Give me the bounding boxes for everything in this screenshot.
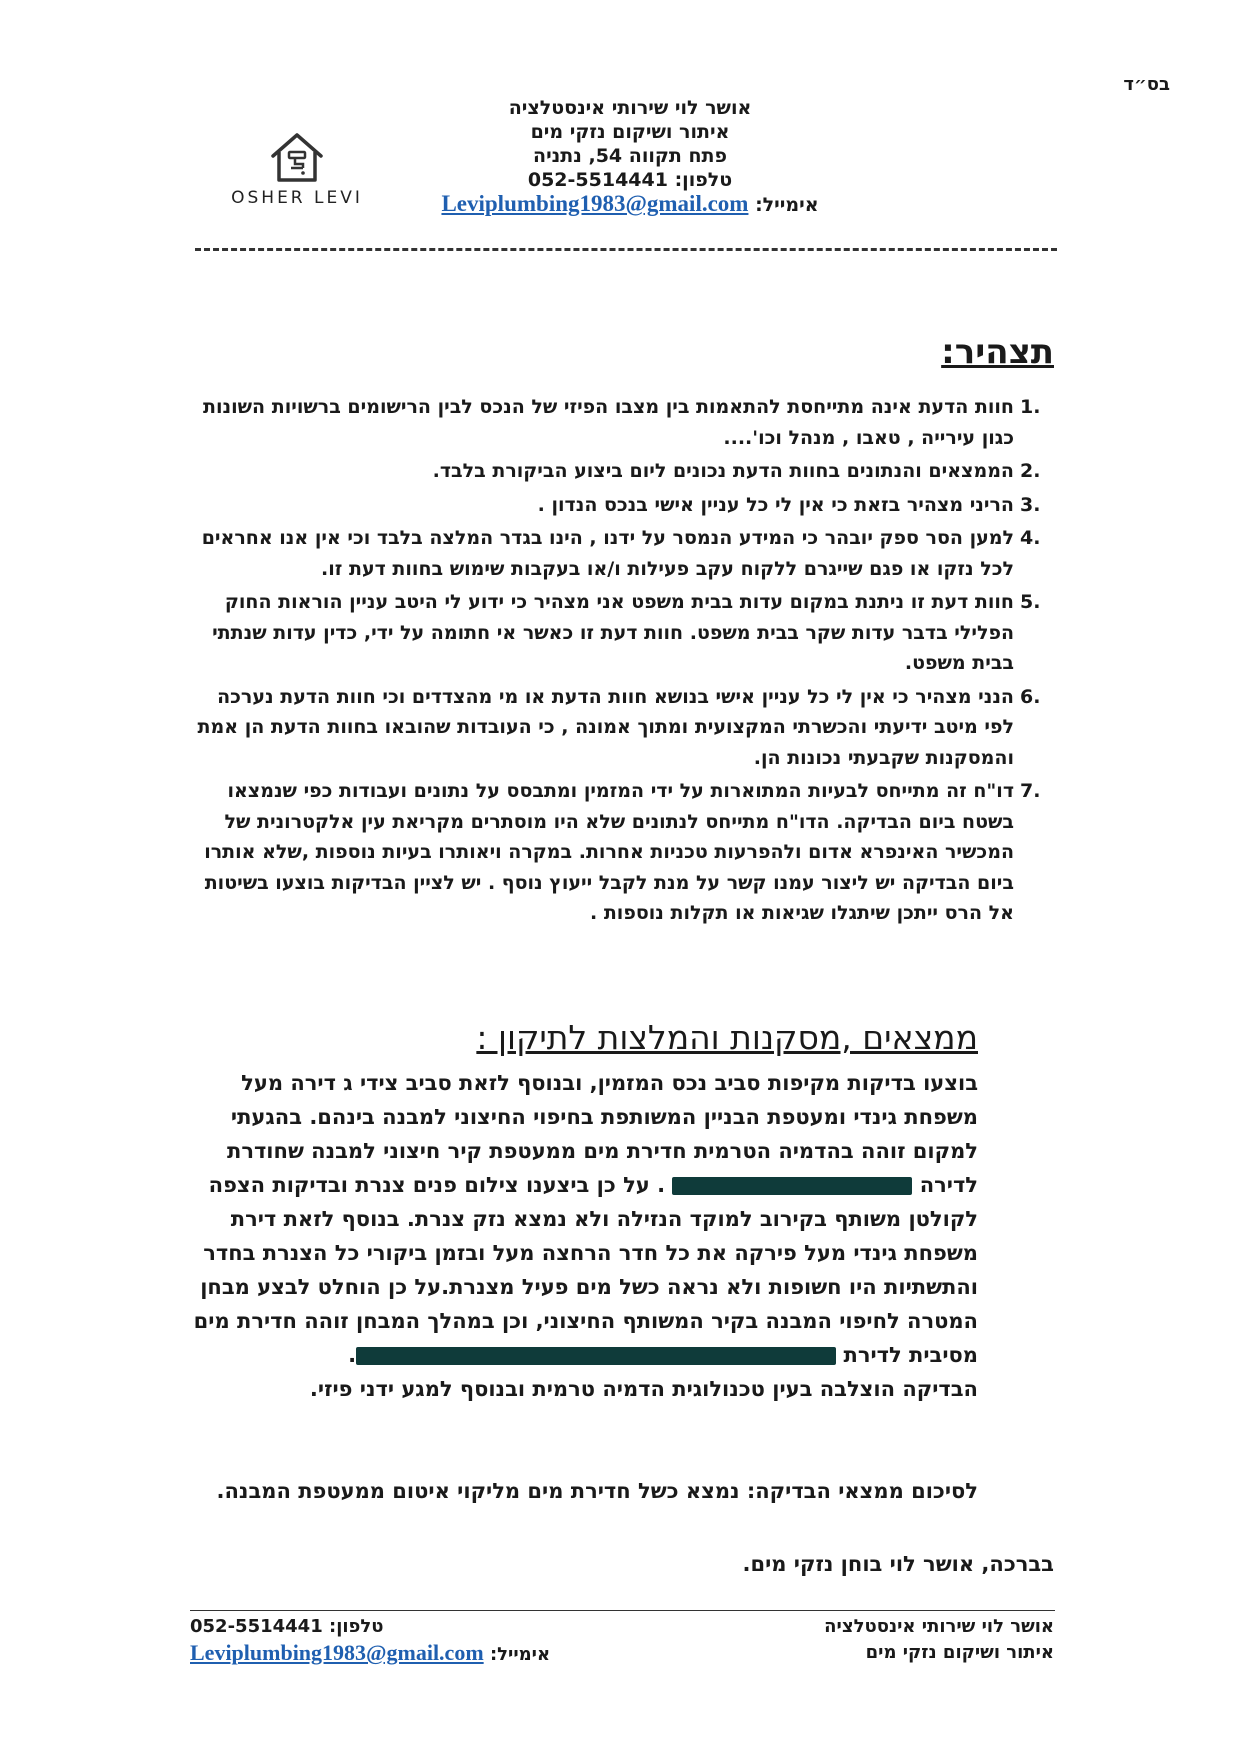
footer-company (824, 1614, 1054, 1666)
item-number: 3. (1020, 493, 1041, 516)
list-item (194, 523, 1054, 584)
header-divider (195, 248, 1057, 251)
footer-email-link[interactable]: Leviplumbing1983@gmail.com (190, 1640, 484, 1665)
footer-phone-line (190, 1614, 650, 1640)
item-text: הממצאים והנתונים בחוות הדעת נכונים ליום ביצוע הביקורת בלבד. (432, 460, 1014, 482)
item-number: 4. (1020, 527, 1041, 549)
redaction-block (672, 1177, 912, 1195)
list-item (194, 392, 1054, 453)
footer-company-name: אושר לוי שירותי אינסטלציה (824, 1616, 1054, 1637)
company-name: אושר לוי שירותי אינסטלציה (508, 97, 752, 119)
phone-number: 052-5514441 (527, 169, 668, 191)
service-line: איתור ושיקום נזקי מים (530, 121, 730, 143)
list-item (194, 587, 1054, 679)
email-line (380, 192, 880, 217)
item-text: חוות הדעת אינה מתייחסת להתאמות בין מצבו הפיזי של הנכס לבין הרישומים ברשויות השונות כגון עירייה , טאבו , מנהל וכו'.... (203, 396, 1014, 449)
footer-email-line (190, 1640, 650, 1668)
findings-text-part: בוצעו בדיקות מקיפות סביב נכס המזמין, ובנוסף לזאת סביב צידי ג דירה מעל משפחת גינדי ומעטפת הבניין המשותפת בחיפוי החיצוני למבנה בינהם. בהגעתי למקום זוהה בהדמיה הטרמית חדירת מים ממעטפת קיר חיצוני למבנה שחודרת לדירה (226, 1071, 978, 1197)
list-item (194, 776, 1054, 929)
address-line: פתח תקווה 54, נתניה (533, 145, 727, 167)
item-text: הריני מצהיר בזאת כי אין לי כל עניין אישי בנכס הנדון . (537, 493, 1014, 516)
logo-wordmark: OSHER LEVI (231, 188, 363, 208)
list-item (194, 456, 1054, 487)
summary-paragraph: לסיכום ממצאי הבדיקה: נמצא כשל חדירת מים מליקוי איטום ממעטפת המבנה. (216, 1479, 978, 1503)
item-number: 7. (1020, 780, 1041, 802)
phone-label: טלפון: (674, 169, 733, 191)
item-text: הנני מצהיר כי אין לי כל עניין אישי בנושא חוות הדעת או מי מהצדדים וכי חוות הדעת נערכה לפי מיטב ידיעתי והכשרתי המקצועית ומתוך אמונה , כי העובדות שהובאו בחוות הדעת הן אמת והמסקנות שקבעתי נכונות הן. (197, 685, 1014, 769)
footer-phone-number: 052-5514441 (190, 1616, 323, 1637)
footer-divider (190, 1610, 1055, 1611)
item-text: למען הסר ספק יובהר כי המידע הנמסר על ידנו , הינו בגדר המלצה בלבד וכי אין אנו אחראים לכל נזקו או פגם שייגרם ללקוח עקב פעילות ו/או בעקבות שימוש בחוות דעת זו. (201, 527, 1014, 580)
redaction-block (356, 1347, 836, 1365)
findings-paragraph (173, 1066, 978, 1406)
list-item (194, 490, 1054, 521)
footer-service: איתור ושיקום נזקי מים (865, 1642, 1054, 1663)
item-number: 5. (1020, 591, 1041, 613)
findings-text-part: . (348, 1343, 357, 1367)
item-text: חוות דעת זו ניתנת במקום עדות בבית משפט אני מצהיר כי ידוע לי היטב עניין הוראות החוק הפלילי בדבר עדות שקר בבית משפט. חוות דעת זו כאשר אי חתומה על ידי, כדין עדות שנתתי בבית משפט. (212, 591, 1014, 674)
phone-line (380, 168, 880, 192)
findings-text-part: . על כן ביצענו צילום פנים צנרת ובדיקות הצפה לקולטן משותף בקירוב למוקד הנזילה ולא נמצא נזק צנרת. בנוסף לזאת דירת משפחת גינדי מעל פירקה את כל חדר הרחצה מעל ובזמן ביקורי כל הצנרת בחדר והתשתיות היו חשופות ולא נראה כשל מים פעיל מצנרת.על כן הוחלט לבצע מבחן המטרה לחיפוי המבנה בקיר המשותף החיצוני, וכן במהלך המבחן זוהה חדירת מים מסיבית לדירת (193, 1173, 978, 1367)
declaration-list (194, 392, 1054, 932)
footer-email-label: אימייל: (489, 1644, 551, 1665)
footer-phone-label: טלפון: (329, 1616, 384, 1637)
findings-text-part: הבדיקה הוצלבה בעין טכנולוגית הדמיה טרמית ובנוסף למגע ידני פיזי. (309, 1377, 978, 1401)
declaration-title: תצהיר: (941, 332, 1054, 372)
findings-title: ממצאים ,מסקנות והמלצות לתיקון : (476, 1018, 978, 1057)
footer-contact (190, 1614, 650, 1668)
email-label: אימייל: (755, 194, 819, 216)
letterhead (380, 96, 880, 217)
item-text: דו"ח זה מתייחס לבעיות המתוארות על ידי המזמין ומתבסס על נתונים ועבודות כפי שנמצאו בשטח ביום הבדיקה. הדו"ח מתייחס לנתונים שלא היו מוסתרים מקריאת עין אלקטרונית של המכשיר האינפרא אדום ולהפרעות טכניות אחרות. במקרה ויאותרו בעיות נוספות ,שלא אותרו ביום הבדיקה יש ליצור עמנו קשר על מנת לקבל ייעוץ נוסף . יש לציין הבדיקות בוצעו בשיטות אל הרס ייתכן שיתגלו שגיאות או תקלות נוספות . (204, 780, 1014, 924)
item-number: 2. (1020, 460, 1041, 482)
item-number: 1. (1020, 396, 1041, 418)
email-link[interactable]: Leviplumbing1983@gmail.com (441, 191, 749, 216)
corner-mark: בס״ד (1123, 74, 1170, 95)
item-number: 6. (1020, 685, 1041, 708)
company-logo (222, 130, 372, 208)
house-faucet-icon (267, 130, 327, 186)
list-item (194, 682, 1054, 774)
signoff: בברכה, אושר לוי בוחן נזקי מים. (742, 1552, 1054, 1576)
